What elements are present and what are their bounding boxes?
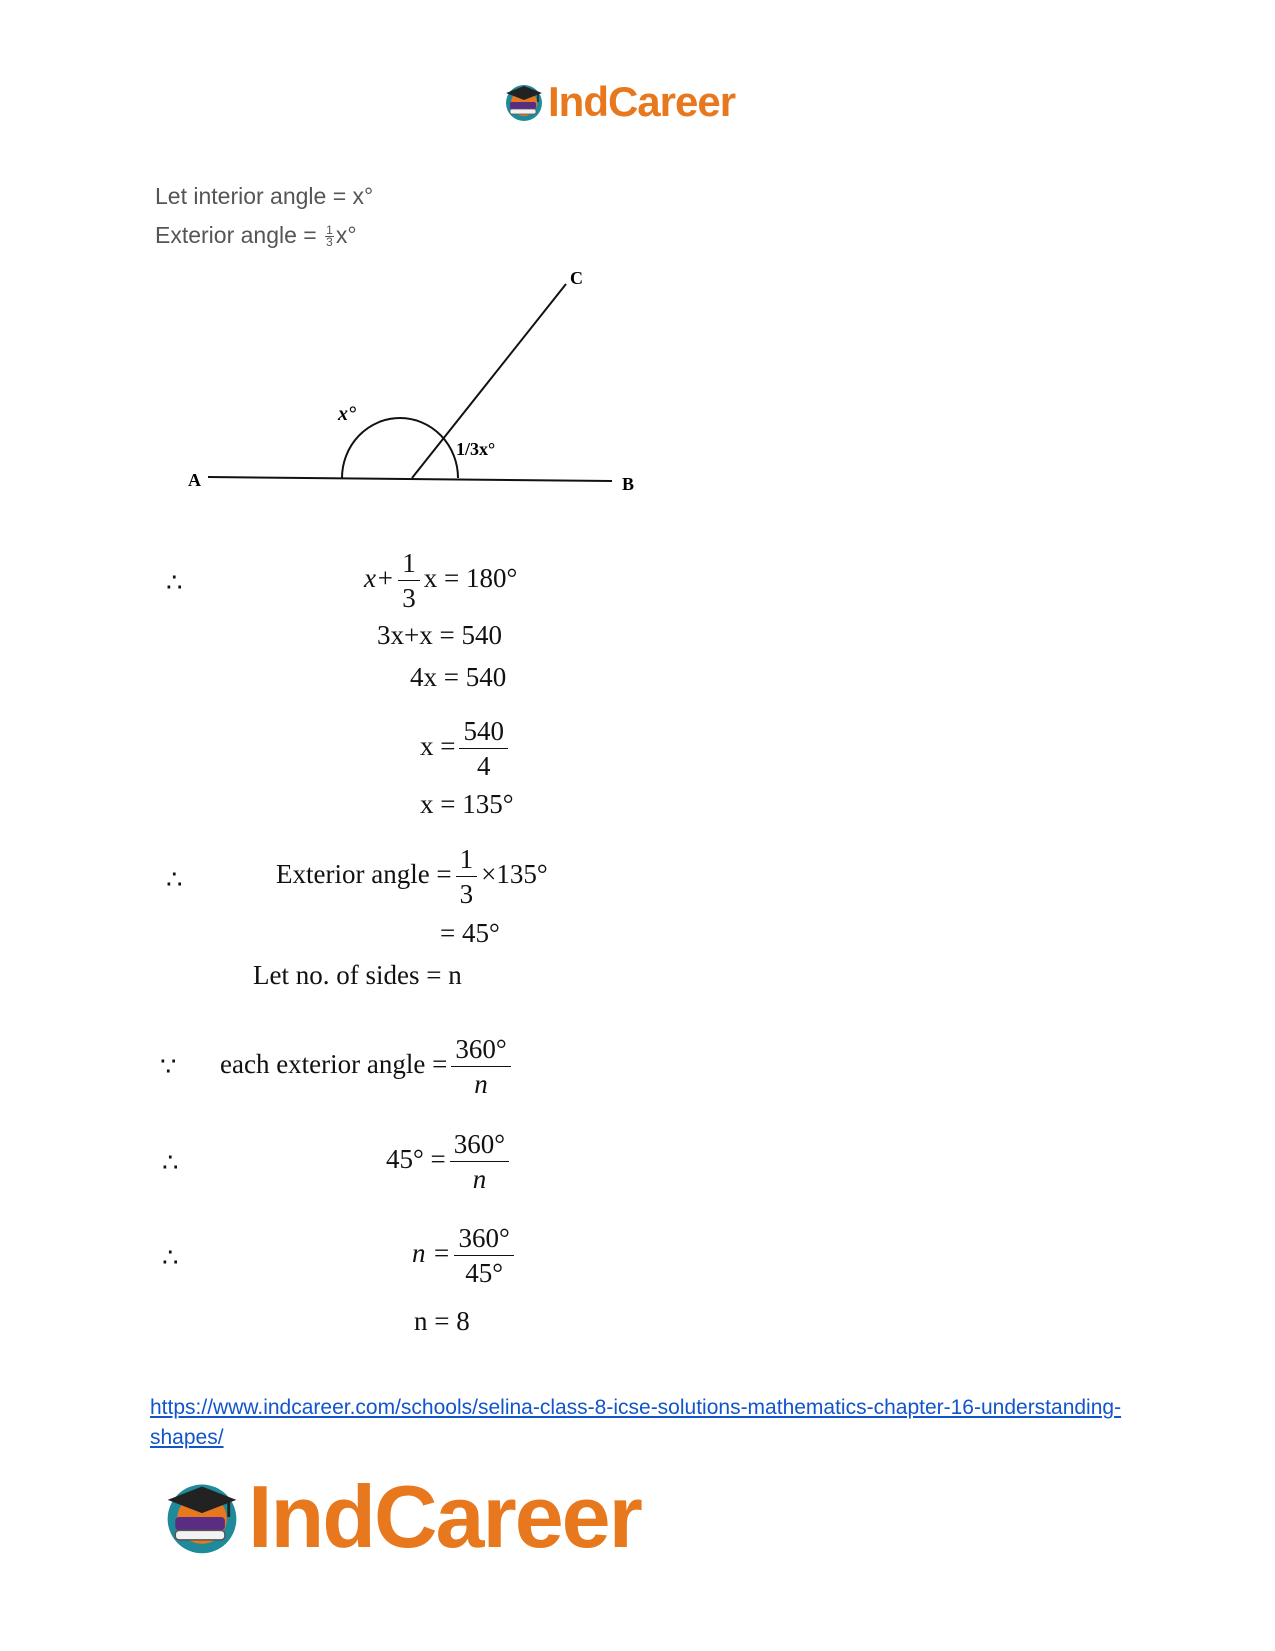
equation-10-lhs: 45° =: [386, 1144, 446, 1175]
equation-10-fraction: [450, 1131, 509, 1193]
equation-9-fraction: [451, 1036, 510, 1098]
header-logo: [502, 78, 735, 126]
intro-fraction-num: 1: [326, 223, 333, 238]
intro-fraction: [325, 225, 334, 248]
equation-11-lhs: n =: [412, 1238, 451, 1269]
therefore-symbol-2: ∴: [166, 865, 183, 894]
line-ab: [208, 477, 612, 481]
equation-4-den: 4: [476, 751, 491, 781]
equation-1-fraction: [398, 550, 420, 612]
equation-6-num: 1: [456, 846, 478, 877]
equation-4: [420, 718, 512, 780]
equation-6: [276, 846, 548, 908]
equation-4-num: 540: [459, 718, 508, 749]
equation-11-fraction: [454, 1225, 513, 1287]
equation-9-num: 360°: [451, 1036, 510, 1067]
equation-8: Let no. of sides = n: [253, 960, 462, 990]
footer-logo: [160, 1466, 641, 1568]
angle-figure: [170, 262, 650, 512]
equation-1-den: 3: [402, 583, 416, 613]
intro-line-2: [155, 222, 357, 249]
graduation-cap-icon: [502, 80, 546, 124]
intro-line-2-suffix: x°: [335, 222, 357, 248]
footer-logo-text: IndCareer: [248, 1467, 641, 1566]
equation-3: 4x = 540: [410, 662, 507, 692]
intro-line-1: Let interior angle = x°: [155, 183, 374, 209]
intro-fraction-den: 3: [326, 235, 333, 250]
equation-9-lhs: each exterior angle =: [220, 1049, 448, 1080]
equation-1-num: 1: [398, 550, 420, 581]
graduation-cap-icon: [160, 1475, 244, 1559]
label-interior-angle: x°: [338, 403, 356, 425]
equation-4-lhs: x =: [420, 731, 456, 762]
label-a: A: [188, 470, 201, 490]
equation-9-den: n: [474, 1069, 488, 1099]
equation-1-lhs-b: x = 180°: [423, 563, 518, 594]
label-exterior-angle: 1/3x°: [456, 439, 496, 459]
equation-2: 3x+x = 540: [377, 620, 502, 650]
equation-10: [386, 1131, 513, 1193]
therefore-symbol-3: ∴: [162, 1148, 179, 1177]
therefore-symbol-1: ∴: [166, 568, 183, 597]
equation-5: x = 135°: [420, 789, 514, 819]
equation-11: [412, 1225, 518, 1287]
label-b: B: [622, 474, 635, 494]
because-symbol: ∵: [160, 1052, 177, 1081]
equation-11-num: 360°: [454, 1225, 513, 1256]
equation-10-num: 360°: [450, 1131, 509, 1162]
equation-6-lhs: Exterior angle =: [276, 859, 452, 890]
header-logo-text: IndCareer: [548, 78, 736, 125]
equation-6-rhs: ×135°: [481, 859, 548, 890]
equation-7: = 45°: [440, 918, 500, 948]
equation-6-den: 3: [459, 879, 474, 909]
equation-10-den: n: [472, 1164, 487, 1194]
interior-angle-arc: [342, 418, 458, 478]
equation-6-fraction: [456, 846, 478, 908]
label-c: C: [570, 268, 583, 288]
equation-4-fraction: [459, 718, 508, 780]
equation-12: n = 8: [414, 1306, 470, 1336]
intro-line-2-prefix: Exterior angle =: [155, 222, 324, 248]
equation-9: [220, 1036, 515, 1098]
source-link[interactable]: https://www.indcareer.com/schools/selina-class-8-icse-solutions-mathematics-chapter-16-understanding-shapes/: [150, 1396, 1122, 1449]
equation-1: [364, 550, 517, 612]
therefore-symbol-4: ∴: [162, 1243, 179, 1272]
equation-1-lhs-a: x+: [364, 563, 395, 594]
equation-11-den: 45°: [465, 1258, 504, 1288]
